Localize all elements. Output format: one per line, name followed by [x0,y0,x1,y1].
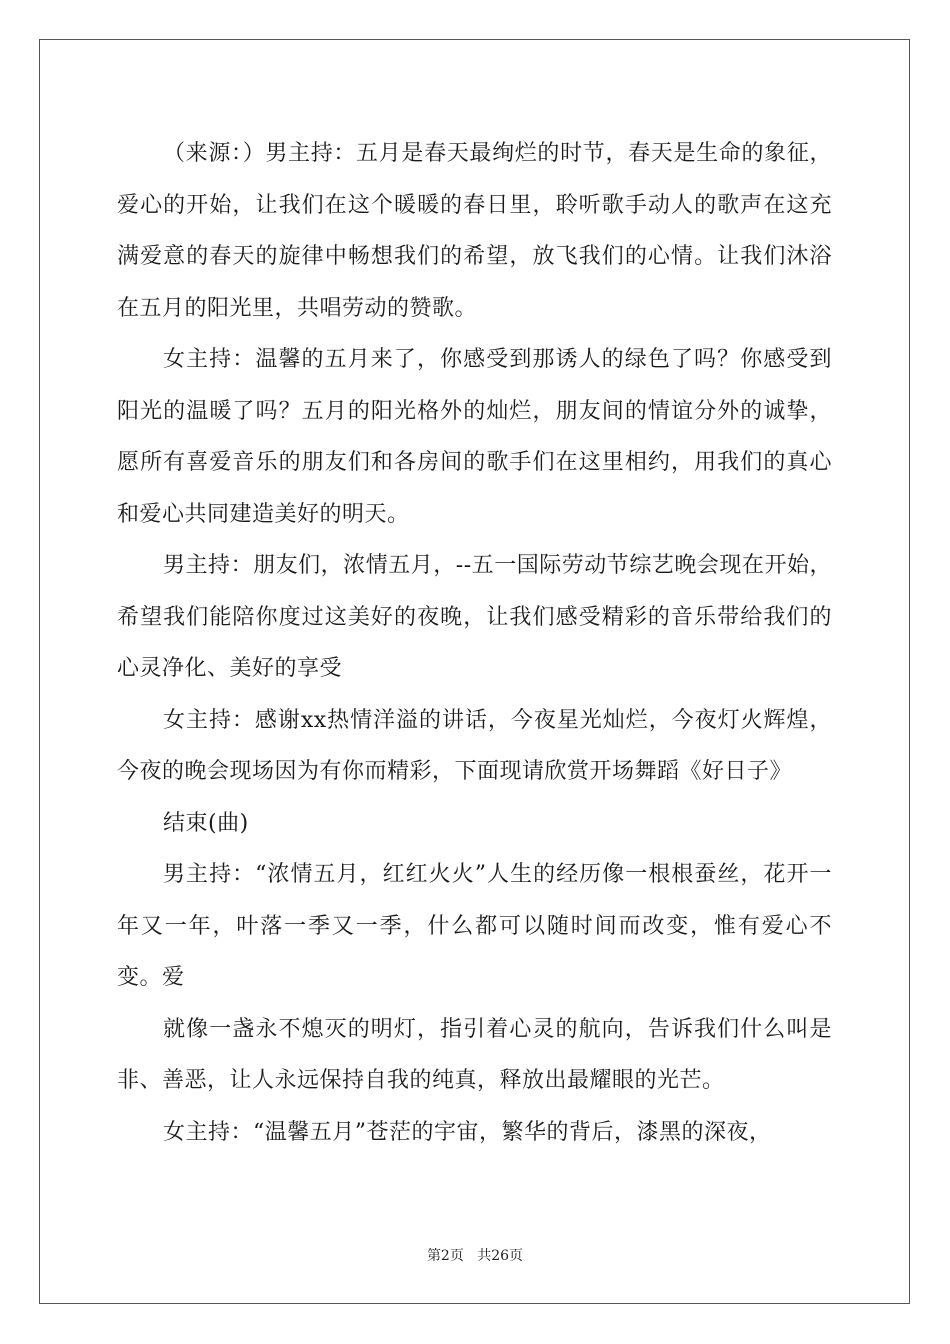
paragraph: 女主持：感谢xx热情洋溢的讲话，今夜星光灿烂，今夜灯火辉煌，今夜的晚会现场因为有你而精彩，下面现请欣赏开场舞蹈《好日子》 [117,707,832,784]
page-total: 共26页 [477,1248,524,1264]
paragraph: 女主持：温馨的五月来了，你感受到那诱人的绿色了吗？你感受到阳光的温暖了吗？五月的阳光格外的灿烂，朋友间的情谊分外的诚挚，愿所有喜爱音乐的朋友们和各房间的歌手们在这里相约，用我们的真心和爱心共同建造美好的明天。 [117,347,832,527]
paragraph: 就像一盏永不熄灭的明灯，指引着心灵的航向，告诉我们什么叫是非、善恶，让人永远保持自我的纯真，释放出最耀眼的光芒。 [117,1016,832,1093]
page-footer [0,1245,950,1265]
paragraph: （来源：）男主持：五月是春天最绚烂的时节，春天是生命的象征，爱心的开始，让我们在这个暖暖的春日里，聆听歌手动人的歌声在这充满爱意的春天的旋律中畅想我们的希望，放飞我们的心情。让我们沐浴在五月的阳光里，共唱劳动的赞歌。 [117,141,832,321]
paragraph: 结束(曲) [163,810,249,836]
paragraph: 男主持：“浓情五月，红红火火”人生的经历像一根根蚕丝，花开一年又一年，叶落一季又一季，什么都可以随时间而改变，惟有爱心不变。爱 [117,862,832,990]
paragraph: 女主持：“温馨五月”苍茫的宇宙，繁华的背后，漆黑的深夜， [163,1119,772,1145]
page-number: 第2页 [426,1248,464,1264]
document-body [117,128,832,1158]
paragraph: 男主持：朋友们，浓情五月，--五一国际劳动节综艺晚会现在开始，希望我们能陪你度过这美好的夜晚，让我们感受精彩的音乐带给我们的心灵净化、美好的享受 [117,553,832,681]
